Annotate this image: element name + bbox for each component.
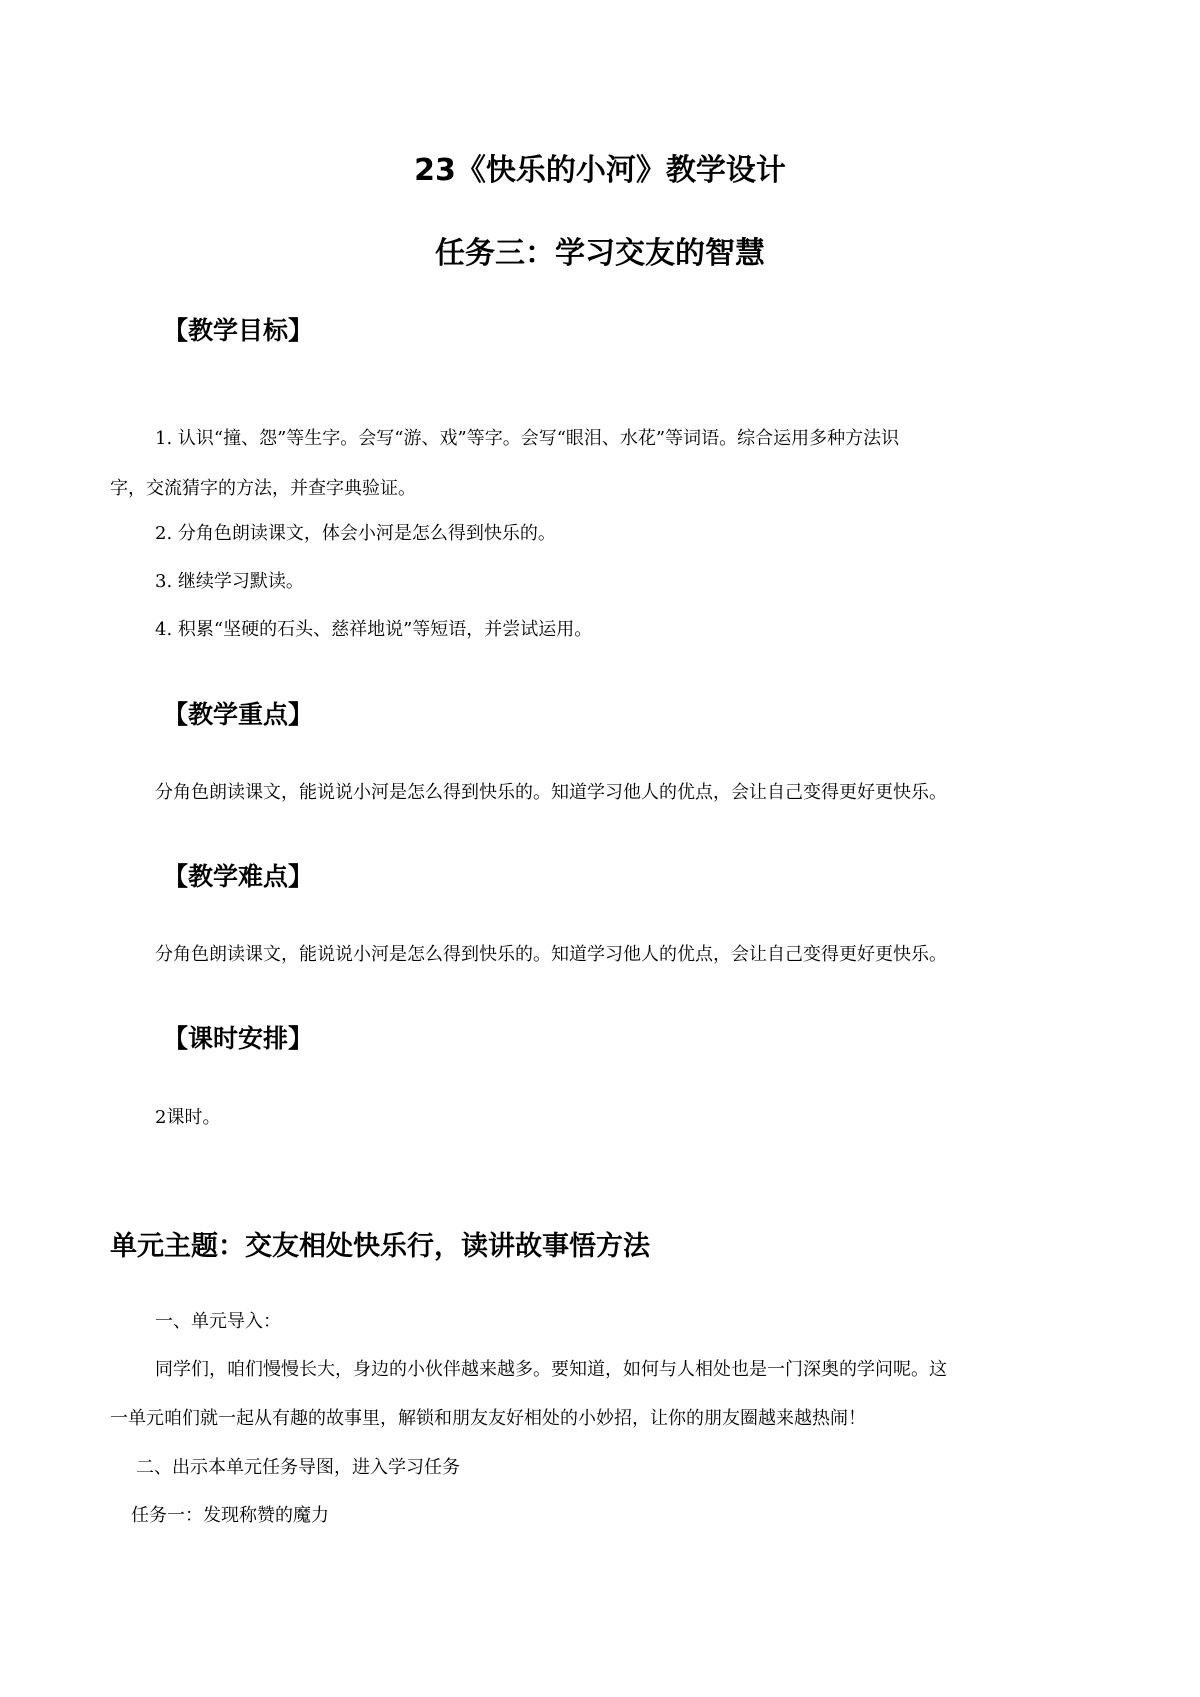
objective-item-1: 1. 认识“撞、怨”等生字。会写“游、戏”等字。会写“眼泪、水花”等词语。综合运用多种方法识: [155, 428, 900, 449]
unit-theme-title: 单元主题：交友相处快乐行，读讲故事悟方法: [110, 1231, 650, 1262]
objective-item-2: 2. 分角色朗读课文，体会小河是怎么得到快乐的。: [155, 523, 556, 544]
key-points-text: 分角色朗读课文，能说说小河是怎么得到快乐的。知道学习他人的优点，会让自己变得更好更快乐。: [155, 782, 947, 803]
objective-item-4: 4. 积累“坚硬的石头、慈祥地说”等短语，并尝试运用。: [155, 619, 593, 640]
objective-item-3: 3. 继续学习默读。: [155, 571, 304, 592]
objectives-heading: 【教学目标】: [163, 316, 314, 345]
unit-step-2: 二、出示本单元任务导图，进入学习任务: [136, 1457, 460, 1478]
document-subtitle: 任务三：学习交友的智慧: [435, 236, 765, 271]
difficulties-text: 分角色朗读课文，能说说小河是怎么得到快乐的。知道学习他人的优点，会让自己变得更好更快乐。: [155, 944, 947, 965]
schedule-text: 2课时。: [155, 1107, 221, 1128]
unit-intro-line-2: 一单元咱们就一起从有趣的故事里，解锁和朋友友好相处的小妙招，让你的朋友圈越来越热闹！: [110, 1408, 866, 1429]
difficulties-heading: 【教学难点】: [163, 862, 314, 891]
schedule-heading: 【课时安排】: [163, 1024, 314, 1053]
unit-intro-label: 一、单元导入：: [155, 1311, 281, 1332]
unit-intro-line-1: 同学们，咱们慢慢长大，身边的小伙伴越来越多。要知道，如何与人相处也是一门深奥的学问呢。这: [155, 1359, 947, 1380]
task-1: 任务一：发现称赞的魔力: [131, 1505, 329, 1526]
objective-item-1-cont: 字，交流猜字的方法，并查字典验证。: [110, 478, 416, 499]
document-title: 23《快乐的小河》教学设计: [414, 153, 786, 188]
key-points-heading: 【教学重点】: [163, 700, 314, 729]
